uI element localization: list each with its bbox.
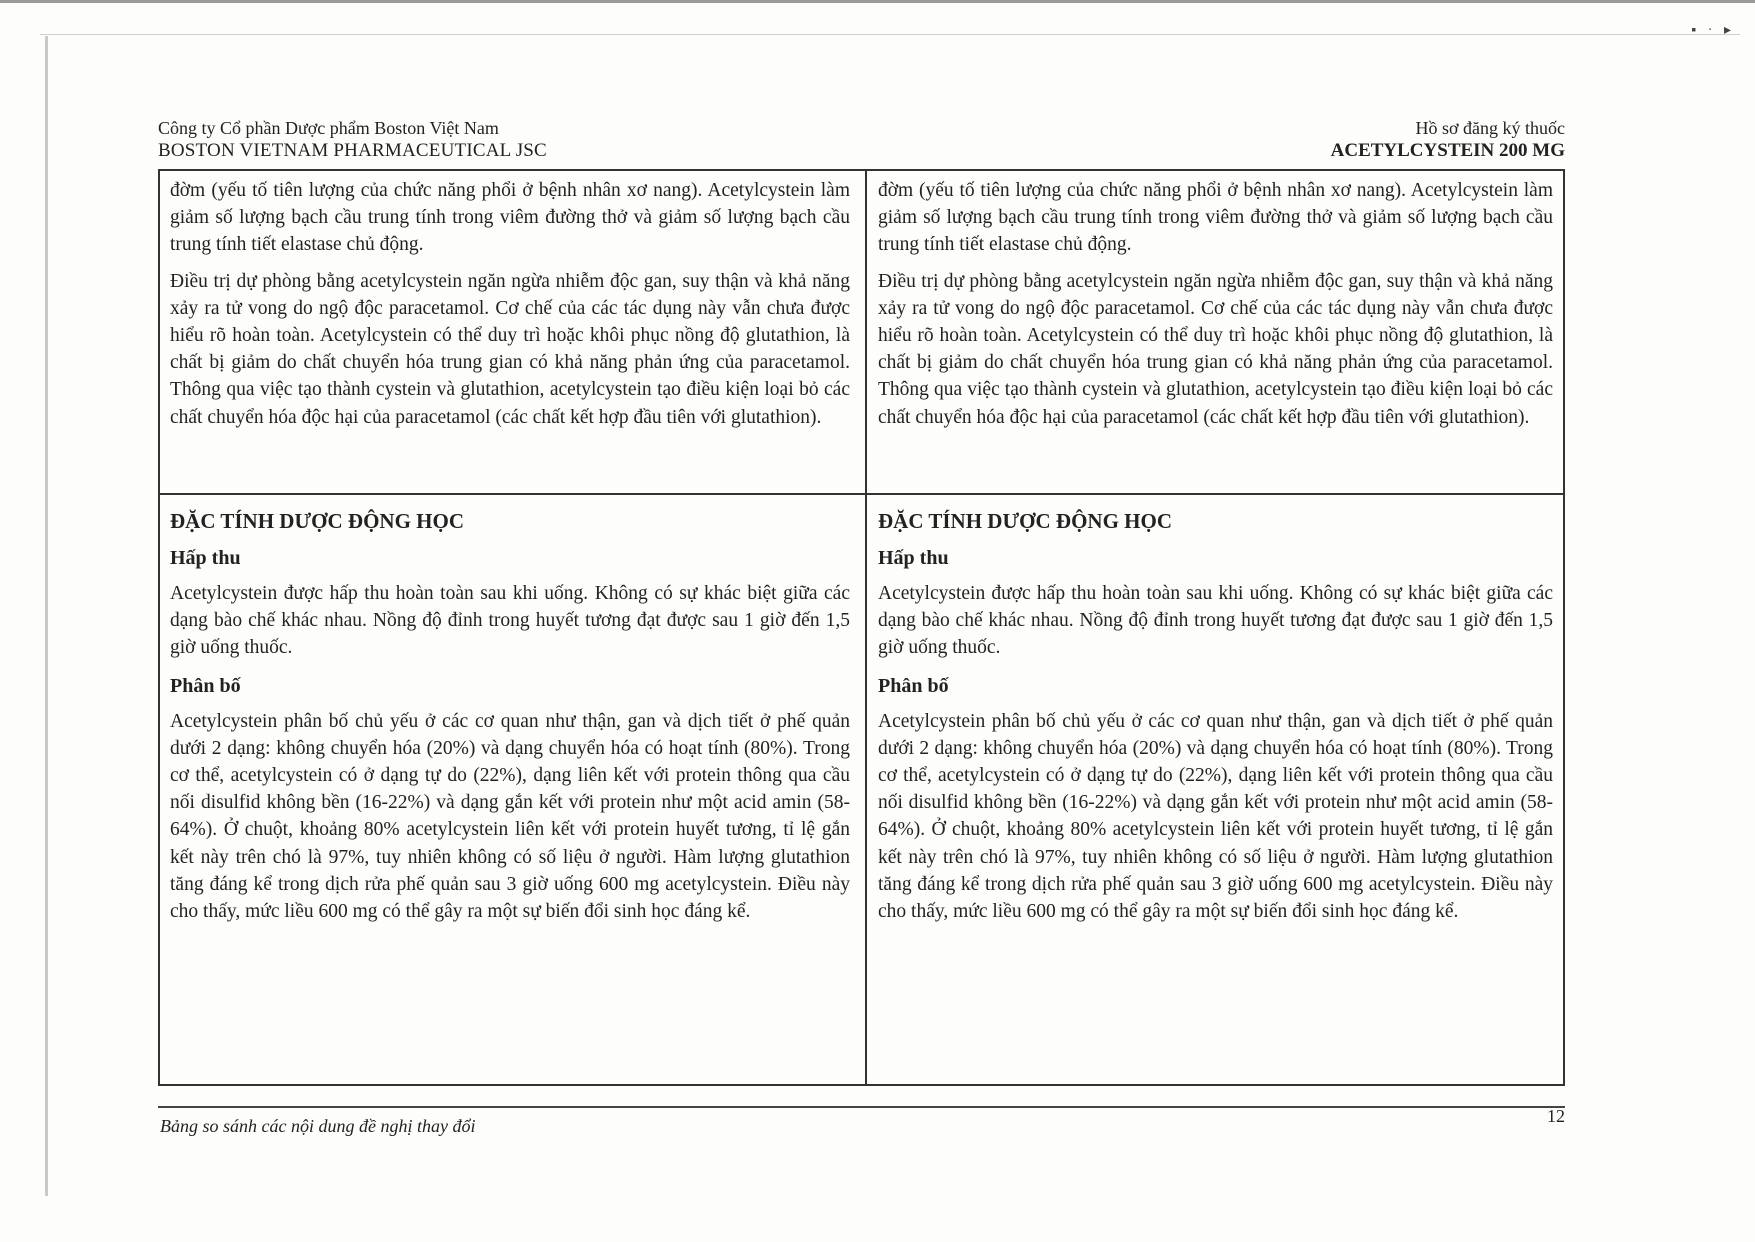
cell-right-row1	[878, 177, 1553, 431]
subsection-title-distribution: Phân bố	[878, 674, 949, 697]
scan-edge-left	[45, 36, 48, 1196]
company-name-en: BOSTON VIETNAM PHARMACEUTICAL JSC	[158, 140, 547, 161]
section-title: ĐẶC TÍNH DƯỢC ĐỘNG HỌC	[170, 509, 465, 533]
subsection-title-absorption: Hấp thu	[878, 547, 949, 569]
paragraph: Acetylcystein được hấp thu hoàn toàn sau khi uống. Không có sự khác biệt giữa các dạng bào chế khác nhau. Nồng độ đỉnh trong huyết tương đạt được sau 1 giờ đến 1,5 giờ uống thuốc.	[878, 583, 1553, 659]
paragraph: Acetylcystein được hấp thu hoàn toàn sau khi uống. Không có sự khác biệt giữa các dạng bào chế khác nhau. Nồng độ đỉnh trong huyết tương đạt được sau 1 giờ đến 1,5 giờ uống thuốc.	[170, 583, 850, 659]
cell-left-row1	[170, 177, 850, 431]
dossier-label: Hồ sơ đăng ký thuốc	[1415, 118, 1565, 138]
scan-marks: ▪ · ▸	[1691, 23, 1735, 38]
footer-caption: Bảng so sánh các nội dung đề nghị thay đổi	[160, 1116, 476, 1136]
subsection-title-absorption: Hấp thu	[170, 547, 241, 569]
paragraph: Điều trị dự phòng bằng acetylcystein ngăn ngừa nhiễm độc gan, suy thận và khả năng xảy ra tử vong do ngộ độc paracetamol. Cơ chế của các tác dụng này vẫn chưa được hiểu rõ hoàn toàn. Acetylcystein có thể duy trì hoặc khôi phục nồng độ glutathion, là chất bị giảm do chất chuyển hóa trung gian có khả năng phản ứng của paracetamol. Thông qua việc tạo thành cystein và glutathion, acetylcystein tạo điều kiện loại bỏ các chất chuyển hóa độc hại của paracetamol (các chất kết hợp đầu tiên với glutathion).	[170, 270, 850, 428]
cell-left-row2	[170, 506, 850, 935]
page-number: 12	[1547, 1106, 1565, 1126]
paragraph: đờm (yếu tố tiên lượng của chức năng phổi ở bệnh nhân xơ nang). Acetylcystein làm giảm số lượng bạch cầu trung tính trong viêm đường thở và giảm số lượng bạch cầu trung tính tiết elastase chủ động.	[878, 180, 1553, 256]
cell-right-row2	[878, 506, 1553, 935]
paragraph: đờm (yếu tố tiên lượng của chức năng phổi ở bệnh nhân xơ nang). Acetylcystein làm giảm số lượng bạch cầu trung tính trong viêm đường thở và giảm số lượng bạch cầu trung tính tiết elastase chủ động.	[170, 180, 850, 256]
paragraph: Acetylcystein phân bố chủ yếu ở các cơ quan như thận, gan và dịch tiết ở phế quản dưới 2 dạng: không chuyển hóa (20%) và dạng chuyển hóa có hoạt tính (80%). Trong cơ thể, acetylcystein có ở dạng tự do (22%), dạng liên kết với protein thông qua cầu nối disulfid không bền (16-22%) và dạng gắn kết với protein như một acid amin (58-64%). Ở chuột, khoảng 80% acetylcystein liên kết với protein huyết tương, tỉ lệ gắn kết này trên chó là 97%, tuy nhiên không có số liệu ở người. Hàm lượng glutathion tăng đáng kể trong dịch rửa phế quản sau 3 giờ uống 600 mg acetylcystein. Điều này cho thấy, mức liều 600 mg có thể gây ra một sự biến đổi sinh học đáng kể.	[170, 710, 850, 923]
product-name: ACETYLCYSTEIN 200 MG	[1330, 140, 1565, 161]
column-divider	[865, 171, 867, 1084]
paragraph: Điều trị dự phòng bằng acetylcystein ngăn ngừa nhiễm độc gan, suy thận và khả năng xảy ra tử vong do ngộ độc paracetamol. Cơ chế của các tác dụng này vẫn chưa được hiểu rõ hoàn toàn. Acetylcystein có thể duy trì hoặc khôi phục nồng độ glutathion, là chất bị giảm do chất chuyển hóa trung gian có khả năng phản ứng của paracetamol. Thông qua việc tạo thành cystein và glutathion, acetylcystein tạo điều kiện loại bỏ các chất chuyển hóa độc hại của paracetamol (các chất kết hợp đầu tiên với glutathion).	[878, 270, 1553, 428]
page-header	[158, 118, 1565, 164]
row-divider	[160, 493, 1563, 495]
footer-rule	[158, 1106, 1565, 1108]
section-title: ĐẶC TÍNH DƯỢC ĐỘNG HỌC	[878, 509, 1173, 533]
company-name-vn: Công ty Cổ phần Dược phẩm Boston Việt Nam	[158, 118, 499, 138]
subsection-title-distribution: Phân bố	[170, 674, 241, 697]
scan-edge-top	[0, 0, 1755, 3]
paragraph: Acetylcystein phân bố chủ yếu ở các cơ quan như thận, gan và dịch tiết ở phế quản dưới 2 dạng: không chuyển hóa (20%) và dạng chuyển hóa có hoạt tính (80%). Trong cơ thể, acetylcystein có ở dạng tự do (22%), dạng liên kết với protein thông qua cầu nối disulfid không bền (16-22%) và dạng gắn kết với protein như một acid amin (58-64%). Ở chuột, khoảng 80% acetylcystein liên kết với protein huyết tương, tỉ lệ gắn kết này trên chó là 97%, tuy nhiên không có số liệu ở người. Hàm lượng glutathion tăng đáng kể trong dịch rửa phế quản sau 3 giờ uống 600 mg acetylcystein. Điều này cho thấy, mức liều 600 mg có thể gây ra một sự biến đổi sinh học đáng kể.	[878, 710, 1553, 923]
comparison-table	[158, 169, 1565, 1086]
scan-edge-line	[40, 34, 1740, 35]
